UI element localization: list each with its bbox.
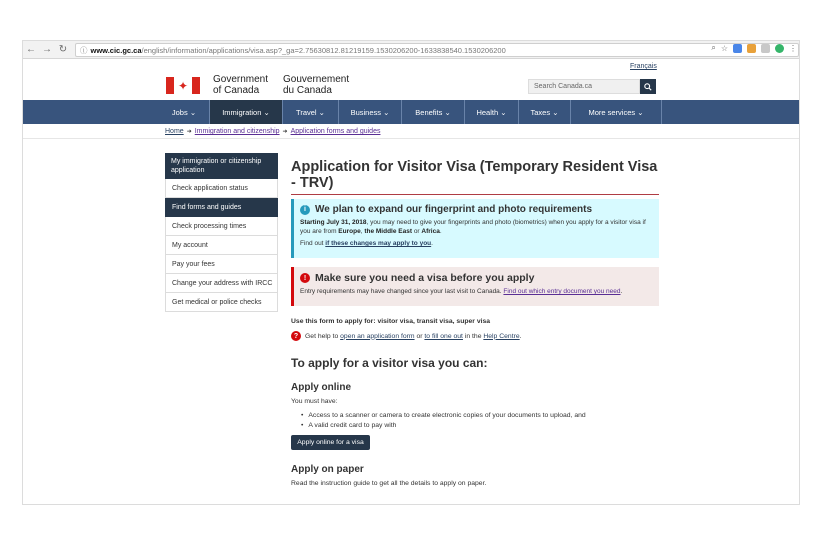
help-row: [291, 331, 659, 341]
breadcrumb-arrow-icon: ➜: [282, 129, 288, 135]
sidebar-item-my-account[interactable]: My account: [165, 236, 278, 255]
nav-more-services[interactable]: More services ⌄: [571, 100, 662, 124]
warning-alert-heading: Make sure you need a visa before you apply: [315, 272, 535, 284]
help-centre-link[interactable]: Help Centre: [483, 332, 520, 340]
sidebar-item-check-status[interactable]: Check application status: [165, 179, 278, 198]
sidebar-item-medical-police[interactable]: Get medical or police checks: [165, 293, 278, 312]
you-must-have-text: You must have:: [291, 398, 338, 405]
browser-actions: [711, 41, 797, 55]
nav-health[interactable]: Health ⌄: [465, 100, 519, 124]
help-text: Get help to open an application form or to fill one out in the Help Centre.: [305, 332, 522, 340]
nav-business[interactable]: Business ⌄: [339, 100, 402, 124]
search-input[interactable]: Search Canada.ca: [528, 79, 640, 94]
gov-fr-line1: Gouvernement: [283, 74, 350, 85]
warning-icon: !: [300, 273, 310, 283]
nav-jobs[interactable]: Jobs ⌄: [159, 100, 210, 124]
paper-instructions-text: Read the instruction guide to get all the details to apply on paper.: [291, 480, 487, 487]
entry-document-link[interactable]: Find out which entry document you need: [503, 288, 621, 295]
apply-heading: To apply for a visitor visa you can:: [291, 356, 488, 370]
header-divider: [23, 138, 800, 139]
zoom-icon[interactable]: ⌕: [711, 43, 716, 52]
fill-form-link[interactable]: to fill one out: [424, 332, 463, 340]
help-question-icon: ?: [291, 331, 301, 341]
info-icon: i: [300, 205, 310, 215]
gov-en-line2: of Canada: [213, 85, 260, 96]
info-alert-text: Starting July 31, 2018, you may need to give your fingerprints and photo (biometrics) when you apply for a visitor visa if you are from Europe, the Middle East or Africa.: [300, 219, 646, 235]
language-toggle-link[interactable]: Français: [630, 63, 657, 70]
breadcrumb: [165, 128, 380, 135]
back-icon[interactable]: ←: [26, 44, 36, 55]
maple-leaf-icon: ✦: [177, 78, 189, 93]
extension-icon[interactable]: [747, 44, 756, 53]
title-divider: [291, 194, 659, 195]
url-domain: www.cic.gc.ca: [90, 45, 142, 55]
nav-benefits[interactable]: Benefits ⌄: [402, 100, 465, 124]
forward-icon[interactable]: →: [42, 44, 52, 55]
browser-toolbar: [23, 41, 800, 59]
sidebar-item-processing-times[interactable]: Check processing times: [165, 217, 278, 236]
gov-fr-line2: du Canada: [283, 85, 332, 96]
address-bar[interactable]: [75, 43, 799, 57]
government-of-canada-wordmark[interactable]: [213, 74, 268, 96]
breadcrumb-arrow-icon: ➜: [186, 129, 192, 135]
breadcrumb-forms[interactable]: Application forms and guides: [290, 128, 381, 135]
search-icon: [644, 83, 652, 91]
sidebar-title[interactable]: My immigration or citizenship application: [165, 153, 278, 179]
info-alert: [291, 199, 659, 258]
main-content: [291, 159, 659, 489]
warning-alert-text: Entry requirements may have changed since your last visit to Canada. Find out which entry document you need.: [300, 288, 623, 295]
breadcrumb-immigration[interactable]: Immigration and citizenship: [194, 128, 280, 135]
page-title: Application for Visitor Visa (Temporary Resident Visa - TRV): [291, 159, 658, 191]
use-form-text: Use this form to apply for: visitor visa, transit visa, super visa: [291, 318, 491, 325]
nav-immigration[interactable]: Immigration ⌄: [210, 100, 283, 124]
warning-alert: [291, 267, 659, 306]
sidebar-item-change-address[interactable]: Change your address with IRCC: [165, 274, 278, 293]
sidebar: [165, 153, 278, 312]
main-navigation: [23, 100, 800, 124]
info-alert-findout: Find out if these changes may apply to you.: [300, 240, 433, 247]
browser-menu-icon[interactable]: ⋮: [789, 43, 797, 53]
info-alert-heading: We plan to expand our fingerprint and photo requirements: [315, 204, 593, 215]
translate-extension-icon[interactable]: [733, 44, 742, 53]
requirement-item: • A valid credit card to pay with: [301, 422, 397, 429]
canada-flag-logo[interactable]: [166, 77, 200, 94]
open-form-link[interactable]: open an application form: [340, 332, 415, 340]
apply-paper-heading: Apply on paper: [291, 464, 364, 475]
nav-travel[interactable]: Travel ⌄: [283, 100, 339, 124]
nav-taxes[interactable]: Taxes ⌄: [519, 100, 571, 124]
bookmark-star-icon[interactable]: ☆: [720, 43, 728, 53]
gov-en-line1: Government: [213, 74, 269, 85]
requirement-item: • Access to a scanner or camera to create electronic copies of your documents to upload, and: [301, 412, 586, 419]
site-info-icon[interactable]: ⓘ: [80, 45, 88, 55]
apply-online-button[interactable]: Apply online for a visa: [291, 435, 370, 450]
apply-online-heading: Apply online: [291, 382, 351, 393]
browser-window: [22, 40, 800, 505]
url-path: /english/information/applications/visa.asp?_ga=2.75630812.81219159.1530206200-1633838540.1530206200: [141, 45, 506, 55]
reload-icon[interactable]: ↻: [58, 44, 68, 55]
gouvernement-du-canada-wordmark[interactable]: [283, 74, 349, 96]
sidebar-item-find-forms[interactable]: Find forms and guides: [165, 198, 278, 217]
biometrics-changes-link[interactable]: if these changes may apply to you: [325, 240, 432, 247]
search-button[interactable]: [640, 79, 656, 94]
grammarly-extension-icon[interactable]: [775, 44, 784, 53]
extension-icon[interactable]: [761, 44, 770, 53]
breadcrumb-home[interactable]: Home: [165, 128, 184, 135]
sidebar-item-pay-fees[interactable]: Pay your fees: [165, 255, 278, 274]
